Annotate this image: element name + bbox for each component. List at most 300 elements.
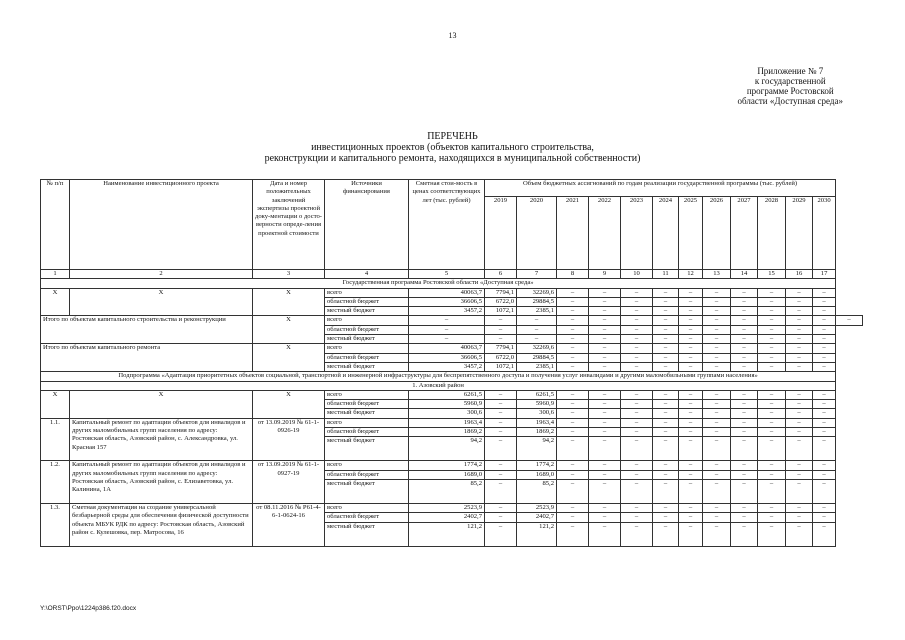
dash: –	[621, 390, 653, 399]
dash: –	[589, 400, 621, 409]
dash: –	[679, 344, 703, 353]
dash: –	[679, 390, 703, 399]
dash: –	[653, 461, 679, 470]
funding-label: всего	[325, 418, 409, 427]
dash: –	[621, 513, 653, 522]
dash: –	[679, 297, 703, 306]
dash: –	[731, 418, 758, 427]
dash: –	[731, 522, 758, 546]
dash: –	[758, 335, 786, 344]
table-row	[41, 344, 863, 353]
value-2019: –	[485, 479, 517, 503]
dash: –	[589, 362, 621, 371]
dash: –	[621, 522, 653, 546]
dash: –	[786, 461, 813, 470]
total-repair-label: Итого по объектам капитального ремонта	[41, 344, 253, 372]
dash: –	[731, 390, 758, 399]
cost-value: 2402,7	[409, 513, 485, 522]
dash: –	[813, 335, 836, 344]
dash: –	[557, 316, 589, 325]
funding-label: областной бюджет	[325, 353, 409, 362]
dash: –	[786, 353, 813, 362]
dash: –	[621, 335, 653, 344]
dash: –	[703, 362, 731, 371]
dash: –	[758, 297, 786, 306]
dash: –	[589, 461, 621, 470]
dash: –	[703, 470, 731, 479]
dash: –	[813, 297, 836, 306]
table-row	[41, 316, 863, 325]
value-2019: 7794,1	[485, 344, 517, 353]
value-2019: –	[485, 409, 517, 418]
dash: –	[758, 470, 786, 479]
header-year: 2027	[731, 197, 758, 270]
dash: –	[786, 362, 813, 371]
table-row	[41, 503, 863, 512]
dash: –	[813, 316, 836, 325]
dash: –	[786, 288, 813, 297]
value-2019: –	[485, 503, 517, 512]
district-title: 1. Азовский район	[41, 381, 836, 390]
value-2020: 94,2	[517, 437, 557, 461]
funding-label: областной бюджет	[325, 297, 409, 306]
dash: –	[731, 288, 758, 297]
dash: –	[813, 390, 836, 399]
dash: –	[731, 297, 758, 306]
value-2019: –	[485, 522, 517, 546]
dash: –	[758, 325, 786, 334]
funding-label: всего	[325, 344, 409, 353]
dash: –	[813, 344, 836, 353]
column-number: 11	[653, 270, 679, 279]
value-2019: 1072,1	[485, 307, 517, 316]
dash: –	[621, 344, 653, 353]
dash: –	[679, 513, 703, 522]
dash: –	[621, 400, 653, 409]
dash: –	[731, 335, 758, 344]
dash: –	[813, 362, 836, 371]
value-2020: 300,6	[517, 409, 557, 418]
dash: –	[731, 470, 758, 479]
value-2019: –	[485, 390, 517, 399]
dash: –	[731, 513, 758, 522]
value-2019: –	[485, 461, 517, 470]
value-2019: 1072,1	[485, 362, 517, 371]
dash: –	[813, 513, 836, 522]
dash: –	[786, 400, 813, 409]
value-2020: 32269,6	[517, 344, 557, 353]
cell-x: X	[253, 390, 325, 418]
dash: –	[703, 503, 731, 512]
dash: –	[653, 503, 679, 512]
dash: –	[758, 428, 786, 437]
appendix-note	[738, 66, 843, 106]
dash: –	[621, 437, 653, 461]
dash: –	[758, 513, 786, 522]
dash: –	[485, 316, 517, 325]
dash: –	[485, 325, 517, 334]
dash: –	[703, 513, 731, 522]
program-title: Государственная программа Ростовской области «Доступная среда»	[41, 279, 836, 288]
dash: –	[653, 470, 679, 479]
dash: –	[589, 418, 621, 427]
header-year: 2025	[679, 197, 703, 270]
dash: –	[703, 288, 731, 297]
dash: –	[653, 522, 679, 546]
project-expertise: от 08.11.2016 № Р61-4-6-1-0624-16	[253, 503, 325, 546]
column-number: 17	[813, 270, 836, 279]
project-number: 1.1.	[41, 418, 70, 461]
value-2020: 6261,5	[517, 390, 557, 399]
funding-label: всего	[325, 288, 409, 297]
dash: –	[731, 307, 758, 316]
header-year: 2019	[485, 197, 517, 270]
dash: –	[731, 437, 758, 461]
dash: –	[679, 418, 703, 427]
dash: –	[557, 362, 589, 371]
dash: –	[703, 325, 731, 334]
dash: –	[557, 409, 589, 418]
header-year: 2024	[653, 197, 679, 270]
title-line: инвестиционных проектов (объектов капитального строительства,	[311, 142, 594, 153]
dash: –	[786, 418, 813, 427]
dash: –	[517, 316, 557, 325]
cell-x: X	[70, 390, 253, 418]
dash: –	[589, 479, 621, 503]
value-2020: 1689,0	[517, 470, 557, 479]
table-row	[41, 288, 863, 297]
dash: –	[813, 461, 836, 470]
dash: –	[758, 461, 786, 470]
cost-value: 85,2	[409, 479, 485, 503]
dash: –	[786, 316, 813, 325]
dash: –	[589, 344, 621, 353]
dash: –	[813, 470, 836, 479]
dash: –	[621, 503, 653, 512]
total-capital-label: Итого по объектам капитального строительства и реконструкции	[41, 316, 253, 344]
header-year: 2022	[589, 197, 621, 270]
dash: –	[786, 479, 813, 503]
dash: –	[679, 479, 703, 503]
value-2020: 29884,5	[517, 297, 557, 306]
title-heading: ПЕРЕЧЕНЬ	[427, 131, 478, 142]
dash: –	[758, 288, 786, 297]
value-2020: 2385,1	[517, 362, 557, 371]
funding-label: местный бюджет	[325, 437, 409, 461]
funding-label: местный бюджет	[325, 307, 409, 316]
dash: –	[653, 513, 679, 522]
dash: –	[653, 479, 679, 503]
value-2019: 7794,1	[485, 288, 517, 297]
project-number: 1.2.	[41, 461, 70, 504]
dash: –	[758, 390, 786, 399]
dash: –	[653, 325, 679, 334]
dash: –	[786, 513, 813, 522]
column-number: 9	[589, 270, 621, 279]
cost-value: 300,6	[409, 409, 485, 418]
funding-label: областной бюджет	[325, 325, 409, 334]
dash: –	[653, 316, 679, 325]
dash: –	[758, 522, 786, 546]
dash: –	[589, 297, 621, 306]
dash: –	[621, 353, 653, 362]
dash: –	[703, 418, 731, 427]
dash: –	[786, 437, 813, 461]
funding-label: областной бюджет	[325, 400, 409, 409]
dash: –	[786, 307, 813, 316]
dash: –	[557, 325, 589, 334]
dash: –	[731, 503, 758, 512]
value-2020: 5960,9	[517, 400, 557, 409]
table-row	[41, 461, 863, 470]
dash: –	[589, 288, 621, 297]
dash: –	[621, 479, 653, 503]
cell-x: X	[41, 288, 70, 316]
subprogram-title: Подпрограмма «Адаптация приоритетных объектов социальной, транспортной и инженерной инфраструктуры для беспрепятственного доступа и получения услуг инвалидами и другими маломобильными группами населения»	[41, 372, 836, 381]
dash: –	[589, 316, 621, 325]
dash: –	[653, 344, 679, 353]
value-2020: 2402,7	[517, 513, 557, 522]
dash: –	[621, 307, 653, 316]
column-number: 10	[621, 270, 653, 279]
project-number: 1.3.	[41, 503, 70, 546]
dash: –	[653, 400, 679, 409]
dash: –	[679, 335, 703, 344]
file-path-footer: Y:\ORST\Ppo\1224p386.f20.docx	[40, 605, 137, 612]
dash: –	[589, 409, 621, 418]
dash: –	[703, 297, 731, 306]
cost-value: 40063,7	[409, 288, 485, 297]
project-name: Сметная документация на создание универсальной безбарьерной среды для обеспечения физической доступности объекта МБУК РДК по адресу: Ростовская область, Азовский район с. Кулешовка, пер. Матросова, 16	[70, 503, 253, 546]
dash: –	[731, 400, 758, 409]
dash: –	[589, 325, 621, 334]
dash: –	[703, 390, 731, 399]
dash: –	[813, 409, 836, 418]
dash: –	[758, 418, 786, 427]
header-year: 2026	[703, 197, 731, 270]
column-number: 15	[758, 270, 786, 279]
dash: –	[786, 428, 813, 437]
column-number: 1	[41, 270, 70, 279]
funding-label: местный бюджет	[325, 335, 409, 344]
dash: –	[557, 297, 589, 306]
project-expertise: от 13.09.2019 № 61-1-0927-19	[253, 461, 325, 504]
dash: –	[813, 418, 836, 427]
dash: –	[621, 409, 653, 418]
dash: –	[813, 522, 836, 546]
value-2019: –	[485, 470, 517, 479]
dash: –	[621, 325, 653, 334]
header-year: 2023	[621, 197, 653, 270]
dash: –	[679, 353, 703, 362]
dash: –	[557, 461, 589, 470]
cost-value: 6261,5	[409, 390, 485, 399]
dash: –	[731, 316, 758, 325]
dash: –	[653, 437, 679, 461]
dash: –	[589, 353, 621, 362]
funding-label: местный бюджет	[325, 522, 409, 546]
dash: –	[758, 362, 786, 371]
dash: –	[589, 470, 621, 479]
dash: –	[758, 400, 786, 409]
value-2020: 2385,1	[517, 307, 557, 316]
column-number: 14	[731, 270, 758, 279]
dash: –	[813, 307, 836, 316]
value-2019: 6722,0	[485, 297, 517, 306]
cost-value: 36606,5	[409, 297, 485, 306]
dash: –	[758, 344, 786, 353]
dash: –	[557, 513, 589, 522]
projects-table	[40, 179, 863, 547]
funding-label: областной бюджет	[325, 428, 409, 437]
value-2019: –	[485, 400, 517, 409]
project-expertise: от 13.09.2019 № 61-1-0926-19	[253, 418, 325, 461]
dash: –	[813, 428, 836, 437]
project-name: Капитальный ремонт по адаптации объектов для инвалидов и других маломобильных групп населения по адресу: Ростовская область, Азовский район, с. Елизаветовка, ул. Калинина, 1А	[70, 461, 253, 504]
dash: –	[517, 325, 557, 334]
dash: –	[557, 428, 589, 437]
dash: –	[679, 428, 703, 437]
cell-x: X	[253, 344, 325, 372]
dash: –	[703, 353, 731, 362]
dash: –	[589, 428, 621, 437]
dash: –	[703, 400, 731, 409]
dash: –	[703, 344, 731, 353]
dash: –	[557, 522, 589, 546]
cost-value: 94,2	[409, 437, 485, 461]
cost-value: 1869,2	[409, 428, 485, 437]
dash: –	[653, 409, 679, 418]
dash: –	[409, 325, 485, 334]
dash: –	[653, 362, 679, 371]
dash: –	[679, 307, 703, 316]
cell-x: X	[41, 390, 70, 418]
dash: –	[703, 316, 731, 325]
appendix-line: к государственной	[754, 76, 826, 86]
dash: –	[731, 362, 758, 371]
dash: –	[786, 390, 813, 399]
dash: –	[621, 297, 653, 306]
header-year: 2030	[813, 197, 836, 270]
funding-label: местный бюджет	[325, 362, 409, 371]
dash: –	[409, 316, 485, 325]
dash: –	[703, 522, 731, 546]
value-2019: 6722,0	[485, 353, 517, 362]
funding-label: областной бюджет	[325, 470, 409, 479]
header-no: № п/п	[41, 180, 70, 270]
dash: –	[703, 479, 731, 503]
dash: –	[557, 390, 589, 399]
dash: –	[813, 400, 836, 409]
dash: –	[557, 437, 589, 461]
dash: –	[679, 461, 703, 470]
dash: –	[703, 428, 731, 437]
header-year: 2020	[517, 197, 557, 270]
dash: –	[517, 335, 557, 344]
dash: –	[679, 288, 703, 297]
dash: –	[813, 503, 836, 512]
dash: –	[653, 353, 679, 362]
cost-value: 1774,2	[409, 461, 485, 470]
appendix-line: программе Ростовской	[746, 86, 834, 96]
dash: –	[786, 409, 813, 418]
dash: –	[813, 437, 836, 461]
funding-label: всего	[325, 390, 409, 399]
cell-x: X	[253, 288, 325, 316]
value-2019: –	[485, 428, 517, 437]
dash: –	[786, 335, 813, 344]
dash: –	[557, 470, 589, 479]
page-number: 13	[448, 31, 457, 40]
dash: –	[653, 428, 679, 437]
value-2020: 32269,6	[517, 288, 557, 297]
dash: –	[621, 428, 653, 437]
dash: –	[679, 325, 703, 334]
value-2020: 29884,5	[517, 353, 557, 362]
dash: –	[731, 353, 758, 362]
dash: –	[758, 316, 786, 325]
value-2020: 1774,2	[517, 461, 557, 470]
cost-value: 121,2	[409, 522, 485, 546]
dash: –	[589, 503, 621, 512]
dash: –	[557, 344, 589, 353]
dash: –	[703, 307, 731, 316]
dash: –	[731, 428, 758, 437]
header-volume: Объем бюджетных ассигнований по годам реализации государственной программы (тыс. рублей)	[485, 180, 836, 197]
dash: –	[679, 437, 703, 461]
column-number: 2	[70, 270, 253, 279]
column-number: 7	[517, 270, 557, 279]
dash: –	[703, 461, 731, 470]
cost-value: 3457,2	[409, 307, 485, 316]
dash: –	[786, 325, 813, 334]
dash: –	[653, 307, 679, 316]
project-name: Капитальный ремонт по адаптации объектов для инвалидов и других маломобильных групп населения по адресу: Ростовская область, Азовский район, с. Александровка, ул. Красная 157	[70, 418, 253, 461]
column-number: 3	[253, 270, 325, 279]
table-row	[41, 390, 863, 399]
dash: –	[621, 316, 653, 325]
dash: –	[786, 522, 813, 546]
header-source: Источники финансирования	[325, 180, 409, 270]
cell-x: X	[70, 288, 253, 316]
dash: –	[653, 418, 679, 427]
dash: –	[621, 288, 653, 297]
dash: –	[758, 307, 786, 316]
dash: –	[813, 353, 836, 362]
dash: –	[836, 316, 863, 325]
dash: –	[703, 437, 731, 461]
dash: –	[731, 479, 758, 503]
header-name: Наименование инвестиционного проекта	[70, 180, 253, 270]
dash: –	[589, 335, 621, 344]
dash: –	[679, 316, 703, 325]
dash: –	[679, 522, 703, 546]
cost-value: 40063,7	[409, 344, 485, 353]
dash: –	[679, 362, 703, 371]
dash: –	[589, 307, 621, 316]
dash: –	[703, 409, 731, 418]
dash: –	[679, 400, 703, 409]
dash: –	[731, 325, 758, 334]
cost-value: 1689,0	[409, 470, 485, 479]
dash: –	[758, 409, 786, 418]
cell-x: X	[253, 316, 325, 344]
dash: –	[679, 409, 703, 418]
dash: –	[485, 335, 517, 344]
value-2020: 1869,2	[517, 428, 557, 437]
header-year: 2021	[557, 197, 589, 270]
dash: –	[557, 353, 589, 362]
